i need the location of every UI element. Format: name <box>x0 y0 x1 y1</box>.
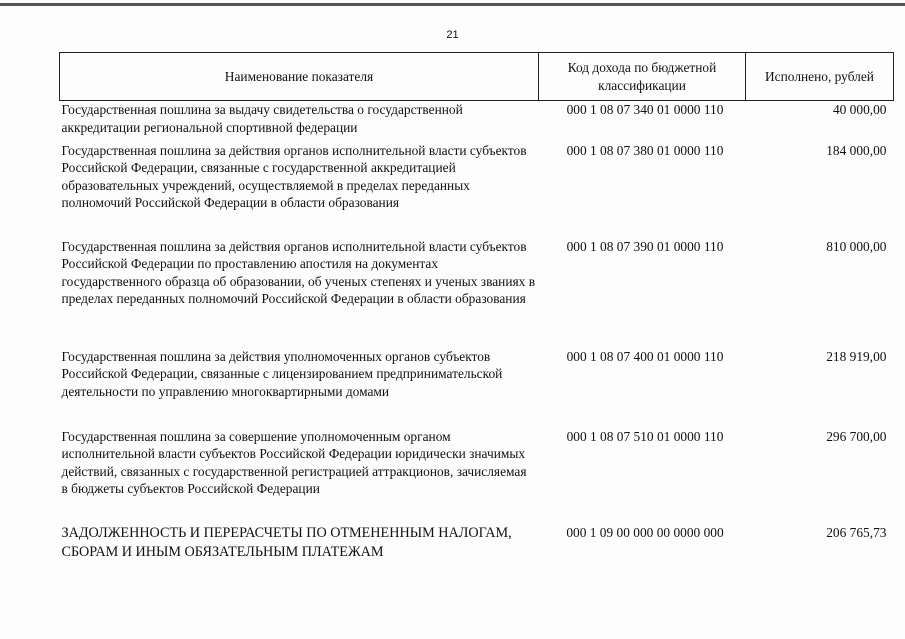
row-indicator-name: Государственная пошлина за совершение уполномоченным органом исполнительной власти субъектов Российской Федерации юридически значимых действий, связанных с государственной регистрацией аттракционов, зачисляемая в бюджеты субъектов Российской Федерации <box>61 428 527 497</box>
row-executed-amount: 206 765,73 <box>826 524 887 540</box>
row-indicator-name: ЗАДОЛЖЕННОСТЬ И ПЕРЕРАСЧЕТЫ ПО ОТМЕНЕННЫМ НАЛОГАМ, СБОРАМ И ИНЫМ ОБЯЗАТЕЛЬНЫМ ПЛАТЕЖАМ <box>61 524 512 560</box>
row-executed-amount: 218 919,00 <box>826 348 887 364</box>
header-row <box>60 53 894 101</box>
budget-revenue-table <box>59 52 894 564</box>
row-income-code: 000 1 08 07 400 01 0000 110 <box>566 348 724 364</box>
row-executed-amount: 810 000,00 <box>826 238 887 254</box>
table-row <box>60 238 894 348</box>
row-income-code: 000 1 08 07 380 01 0000 110 <box>566 142 724 158</box>
row-executed-amount: 184 000,00 <box>826 142 887 158</box>
header-executed-amount: Исполнено, рублей <box>746 53 894 101</box>
top-border-line <box>0 3 905 6</box>
row-indicator-name: Государственная пошлина за выдачу свидетельства о государственной аккредитации региональной спортивной федерации <box>61 102 463 135</box>
table-row <box>60 101 894 142</box>
table-header <box>60 53 894 101</box>
page-number: 21 <box>446 29 459 41</box>
row-income-code: 000 1 08 07 340 01 0000 110 <box>566 102 724 117</box>
table-row <box>60 428 894 524</box>
table-row <box>60 348 894 428</box>
header-income-code: Код дохода по бюджетной классификации <box>539 53 746 101</box>
row-indicator-name: Государственная пошлина за действия органов исполнительной власти субъектов Российской Федерации по проставлению апостиля на документах государственного образца об образовании, об ученых степенях и ученых званиях в пределах переданных полномочий Российской Федерации в области образования <box>61 238 536 307</box>
header-indicator-name: Наименование показателя <box>60 53 539 101</box>
table-row <box>60 524 894 564</box>
table-row <box>60 142 894 238</box>
row-indicator-name: Государственная пошлина за действия органов исполнительной власти субъектов Российской Федерации, связанные с государственной аккредитацией образовательных учреждений, осуществляемой в пределах переданных полномочий Российской Федерации в области образования <box>61 142 527 211</box>
table-body <box>60 101 894 564</box>
row-income-code: 000 1 08 07 390 01 0000 110 <box>566 238 724 254</box>
row-executed-amount: 296 700,00 <box>826 428 887 444</box>
row-executed-amount: 40 000,00 <box>832 102 887 117</box>
row-income-code: 000 1 09 00 000 00 0000 000 <box>566 524 724 540</box>
row-indicator-name: Государственная пошлина за действия уполномоченных органов субъектов Российской Федерации, связанные с лицензированием предпринимательской деятельности по управлению многоквартирными домами <box>61 348 503 399</box>
row-income-code: 000 1 08 07 510 01 0000 110 <box>566 428 724 444</box>
